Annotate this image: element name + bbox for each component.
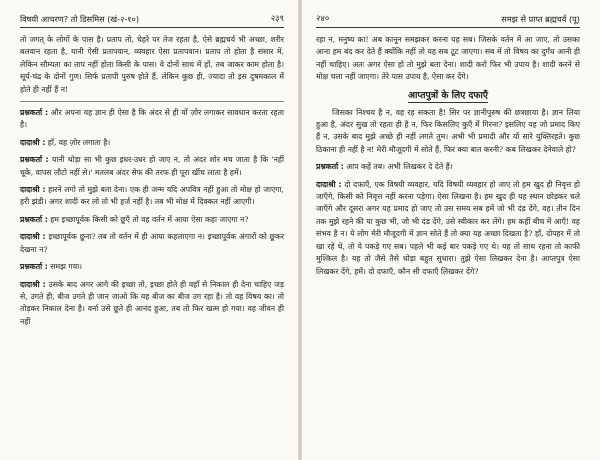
- paragraph: जिसका निश्चय है न, वह रह सकता है! सिर पर ज्ञानीपुरुष की छत्रछाया है। ज्ञान लिया हुआ है, अंदर सुख तो रहता ही है न, फिर किसलिए कुएँ में गिरना? इसलिए यह जो प्रमाद किए हैं न, उसके बाद मुझे अच्छे ही नहीं लगते तुम। अभी भी प्रमादी और यों सारे युक्तिरहते। कुछ ठिकाना ही नहीं है न! मेरी मौजूदगी में सोते हैं, फिर क्या बात करनी? कब लिखकर देनेवाले हो?: [316, 107, 580, 154]
- dialogue-answer: [20, 231, 284, 256]
- dialogue-answer: [20, 137, 284, 149]
- dialogue-question: [20, 261, 284, 273]
- dialogue-text: आप कहें तब। अभी लिखकर दे देते हैं।: [346, 162, 453, 172]
- dialogue-answer: [20, 184, 284, 209]
- right-header-title: समझ से प्राप्त ब्रह्मचर्य (पू): [501, 14, 580, 24]
- left-header-title: विषयी आचरण? तो डिसमिस (खं-२-१०): [20, 14, 140, 24]
- dialogue-text: दो दफाएँ, एक विषयी व्यवहार, यदि विषयी व्यवहार हो जाए तो हम खुद ही निवृत्त हो जाएँगे, किसी को निवृत्त नहीं करना पड़ेगा। ऐसा लिखना है। हम खुद ही यह स्थान छोड़कर चले जाएँगे और दूसरा अगर यह प्रमाद हो जाए तो उस समय सब हमें जो भी दंड देंगे, वह। तीन दिन तक मुझे रहने की या कुछ भी, जो भी दंड देंगे, उसे स्वीकार कर लेंगे। हम कहीं बीच में आएँ! वह संभव है न। ये लोग मेरी मौजूदगी में ज्ञान सोते हैं तो क्या यह अच्छा दिखता है? हाँ, दोपहर में तो खा रहे थे, तो ये पकड़े गए सब। पहले भी कई बार पकड़े गए थे। यह तो साथ रहना तो काफी मुश्किल है। यह तो जैसे तैसे थोड़ा बहुत सुधारा। तुझे ऐसा लिखकर देना है। आप्तपुत्र ऐसा लिखकर देंगे, हमें। दो दफाएँ, कौन सी दफाएँ लिखकर देंगे?: [316, 179, 580, 276]
- dialogue-question: [316, 161, 580, 173]
- speaker-label: प्रश्नकर्ता :: [20, 155, 49, 165]
- dialogue-answer: [20, 279, 284, 329]
- paragraph: रहा न, मनुष्य का! अब कानून समझकर करना यह सब। जिसके वर्तन में आ जाए, तो उसका आना हम बंद कर देते हैं क्योंकि नहीं तो यह सब टूट जाएगा। सब में तो विषय का दुर्गंध आनी ही नहीं चाहिए। अतः अगर ऐसा हो तो मुझे बता देना। शादी करो फिर भी उपाय है। शादी करने से मोक्ष चला नहीं जाएगा। तेरे पास उपाय है, ऐसा कर देंगे।: [316, 35, 580, 82]
- dialogue-question: [20, 107, 284, 132]
- left-body: [20, 34, 284, 328]
- left-running-header: [20, 14, 284, 28]
- speaker-label: प्रश्नकर्ता :: [20, 108, 49, 118]
- speaker-label: दादाश्री :: [20, 185, 46, 195]
- speaker-label: प्रश्नकर्ता :: [20, 214, 48, 224]
- dialogue-question: [20, 214, 284, 226]
- dialogue-text: हम इच्छापूर्वक किसी को छूएँ तो वह वर्तन में आया ऐसा कहा जाएगा न?: [50, 214, 249, 224]
- dialogue-text: उसके बाद अगर आगे की इच्छा तो, इच्छा होते ही वहाँ से निकाल ही देना चाहिए जड़ से, उगते ही, बीज उगते ही जान जाओ कि यह बीज का बीज उग रहा है। तो वह विषय का। तो तोड़कर निकाल देना है। वर्ना उसे छूते ही आनंद हुआ, तब तो फिर खत्म हो गया। वह जीवन ही नहीं: [20, 279, 284, 326]
- speaker-label: दादाश्री :: [20, 279, 46, 289]
- speaker-label: प्रश्नकर्ता :: [316, 162, 344, 172]
- dialogue-text: समझ गया।: [50, 262, 83, 272]
- right-body: [316, 34, 580, 278]
- speaker-label: दादाश्री :: [20, 137, 46, 147]
- dialogue-text: इच्छापूर्वक छूना? तब तो वर्तन में ही आया कहलाएगा न। इच्छापूर्वक अंगारों को छूकर देखना न?: [20, 232, 284, 254]
- speaker-label: दादाश्री :: [20, 232, 46, 242]
- right-running-header: [316, 14, 580, 28]
- section-heading: आप्तपुत्रों के लिए दफाएँ: [408, 89, 488, 101]
- speaker-label: दादाश्री :: [316, 179, 342, 189]
- dialogue-text: यानी थोड़ा सा भी कुछ इधर-उधर हो जाए न, तो अंदर शोर मच जाता है कि 'नहीं चूके, वापस लौटो नहीं से।' मतलब अंदर सेफ की तरफ ही पूरा खींच लाता है हमें।: [20, 155, 284, 177]
- left-page: [0, 0, 298, 460]
- dialogue-question: [20, 154, 284, 179]
- right-page: [302, 0, 600, 460]
- left-page-number: २३९: [270, 14, 284, 24]
- right-page-number: २४०: [316, 14, 330, 24]
- dialogue-answer: [316, 179, 580, 278]
- dialogue-text: हाँ, वह ज़ोर लगाता है।: [47, 137, 111, 147]
- speaker-label: प्रश्नकर्ता :: [20, 262, 48, 272]
- paragraph: तो जगत् के लोगों के पास है। प्रताप तो, चेहरे पर तेज रहता है, ऐसे ब्रह्मचर्य भी अच्छा, शरीर बलवान रहता है, यानी ऐसी प्रतापवान, व्यवहार ऐसा प्रतापवान। प्रताप तो होता है संसार में, लेकिन सौम्यता का ताप नहीं होता किसी के पास। वे दोनों साथ में हों, तब जाकर काम होता है। सूर्य-चंद्र के दोनों गुण। सिर्फ प्रतापी पुरुष होते हैं, लेकिन कुछ ही, ज्यादा तो इस दुषमकाल में होते ही नहीं हैं न!: [20, 35, 284, 94]
- divider: [20, 101, 284, 102]
- dialogue-text: हारने लगो तो मुझे बता देना। एक ही जन्म यदि अपवित्र नहीं हुआ तो मोक्ष हो जाएगा, हरी झंडी। अगर शादी कर लो तो भी हर्ज नहीं है। तब भी मोक्ष में दिक्कत नहीं आएगी।: [20, 185, 284, 207]
- dialogue-text: और अपना यह ज्ञान ही ऐसा है कि अंदर से ही यों ज़ोर लगाकर सावधान करता रहता है।: [20, 108, 285, 130]
